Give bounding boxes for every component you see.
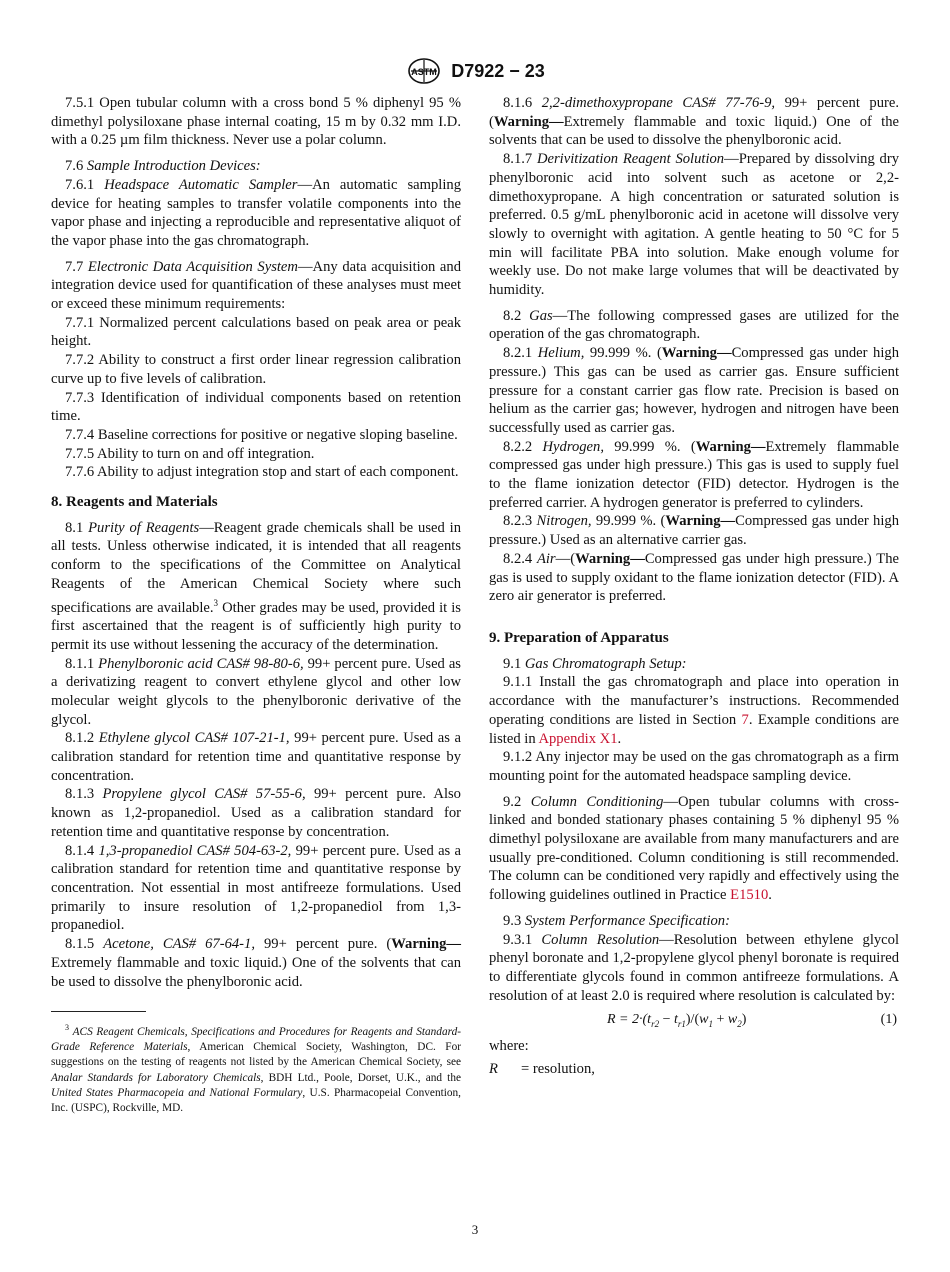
para-8-1-2: 8.1.2 Ethylene glycol CAS# 107-21-1, 99+ percent pure. Used as a calibration standard for retention time and quantitative response by concentration. bbox=[51, 730, 461, 784]
para-8-2-2: 8.2.2 Hydrogen, 99.999 %. (Warning—Extremely flammable compressed gas under high pressure.) This gas is used to supply fuel to the flame ionization detector (FID) detector. Hydrogen is the preferred carrier. A hydrogen generator is preferred to cylinders. bbox=[489, 438, 899, 511]
para-8-1-4: 8.1.4 1,3-propanediol CAS# 504-63-2, 99+ percent pure. Used as a calibration standard for retention time and quantitative response by concentration. Not essential in most antifreeze formulations. Used primarily to insure resolution of 1,2-propanediol from 1,3-propanediol. bbox=[51, 842, 461, 934]
para-8-1-3: 8.1.3 Propylene glycol CAS# 57-55-6, 99+ percent pure. Also known as 1,2-propanediol. Used as a calibration standard for retention time and quantitative response by concentration. bbox=[51, 786, 461, 840]
footnote-ref-3[interactable]: 3 bbox=[213, 597, 219, 608]
para-8-1: 8.1 Purity of Reagents—Reagent grade chemicals shall be used in all tests. Unless otherwise indicated, it is intended that all reagents conform to the specifications of the Committee on Analytical Reagents of the American Chemical Society where such specifications are available.$^3$ Other grades may be used, provided it is first ascertained that the reagent is of sufficiently high purity to permit its use without lessening the accuracy of the determination. bbox=[51, 519, 462, 653]
where-label: where: bbox=[489, 1038, 529, 1055]
footnote-divider bbox=[51, 1011, 146, 1012]
para-9-1-2: 9.1.2 Any injector may be used on the gas chromatograph as a firm mounting point for the automated headspace sampling device. bbox=[489, 749, 899, 784]
link-appendix-x1[interactable]: Appendix X1 bbox=[538, 730, 618, 747]
astm-logo-icon bbox=[405, 57, 443, 85]
para-7-7-5: 7.7.5 Ability to turn on and off integration. bbox=[65, 445, 315, 462]
equation-1 bbox=[489, 1009, 899, 1031]
para-8-1-6: 8.1.6 2,2-dimethoxypropane CAS# 77-76-9, 99+ percent pure. (Warning—Extremely flammable and toxic liquid.) One of the solvents that can be used to dissolve the phenylboronic acid. bbox=[489, 95, 899, 149]
para-8-1-1: 8.1.1 Phenylboronic acid CAS# 98-80-6, 99+ percent pure. Used as a derivatizing reagent to convert ethylene glycol and other low molecular weight glycols to the phenylboronic derivative of the glycol. bbox=[51, 655, 461, 728]
para-7-7-1: 7.7.1 Normalized percent calculations based on peak area or peak height. bbox=[51, 314, 461, 350]
link-section-7[interactable]: 7 bbox=[741, 711, 749, 728]
link-e1510[interactable]: E1510 bbox=[730, 887, 769, 904]
para-7-6-1: 7.6.1 Headspace Automatic Sampler—An automatic sampling device for heating samples to transfer volatile components into the vapor phase and injecting a reproducible and representative aliquot of the vapor phase into the gas chromatograph. bbox=[51, 176, 461, 249]
para-7-7: 7.7 Electronic Data Acquisition System—Any data acquisition and integration device used for quantification of these analyses must meet or exceed these minimum requirements: bbox=[51, 258, 461, 313]
para-7-5-1: 7.5.1 Open tubular column with a cross bond 5 % diphenyl 95 % dimethyl polysiloxane phase internal coating, 15 m by 0.32 mm I.D. with a 0.25 µm film thickness. Never use a polar column. bbox=[51, 95, 461, 149]
para-8-2: 8.2 Gas—The following compressed gases are utilized for the operation of the gas chromatograph. bbox=[489, 307, 899, 343]
para-7-7-2: 7.7.2 Ability to construct a first order linear regression calibration curve up to five levels of calibration. bbox=[51, 352, 461, 387]
para-8-2-1: 8.2.1 Helium, 99.999 %. (Warning—Compressed gas under high pressure.) This gas can be used as carrier gas. Ensure sufficient pressure for a constant carrier gas flow rate. Precision is based on helium as the carrier gas; however, hydrogen and nitrogen have been successfully used as carrier gas. bbox=[489, 345, 899, 436]
para-7-7-3: 7.7.3 Identification of individual components based on retention time. bbox=[51, 389, 461, 425]
para-9-1: 9.1 Gas Chromatograph Setup: bbox=[503, 655, 687, 672]
page-number: 3 bbox=[471, 1222, 479, 1237]
para-9-3-1: 9.3.1 Column Resolution—Resolution between ethylene glycol phenyl boronate and 1,2-propylene glycol phenyl boronate is required to differentiate glycols found in common antifreeze formulations. A resolution of at least 2.0 is required where resolution is calculated by: bbox=[489, 931, 900, 1004]
svg-text:ASTM: ASTM bbox=[411, 67, 437, 77]
document-designation: D7922 − 23 bbox=[451, 60, 545, 81]
para-8-2-4: 8.2.4 Air—(Warning—Compressed gas under high pressure.) The gas is used to supply oxidant to the flame ionization detector (FID). A zero air generator is preferred. bbox=[489, 550, 899, 605]
equation-number: (1) bbox=[880, 1012, 897, 1028]
para-8-2-3: 8.2.3 Nitrogen, 99.999 %. (Warning—Compressed gas under high pressure.) Used as an alternative carrier gas. bbox=[489, 513, 899, 549]
right-column bbox=[489, 94, 899, 1079]
para-7-7-6: 7.7.6 Ability to adjust integration stop and start of each component. bbox=[65, 464, 459, 481]
para-9-3: 9.3 System Performance Specification: bbox=[503, 912, 730, 929]
page-header bbox=[0, 57, 950, 85]
left-column bbox=[51, 94, 461, 1116]
para-8-1-7: 8.1.7 Derivitization Reagent Solution—Prepared by dissolving dry phenylboronic acid into solvent such as acetone or 2,2-dimethoxypropane. A high concentration or saturated solution is preferred. 0.5 g/mL phenylboronic acid in acetone will dissolve very slowly to overnight with agitation. A gentle heating to 50 °C for 5 min will facilitate PBA into solution. Make enough volume for weekly use. Do not make large volumes that will be deactivated by humidity. bbox=[489, 151, 899, 299]
para-9-1-1: 9.1.1 Install the gas chromatograph and place into operation in accordance with the manufacturer’s instructions. Recommended operating conditions are listed in Section 7. Example conditions are listed in Appendix X1. bbox=[489, 674, 899, 747]
definition-r: R = resolution, bbox=[489, 1061, 595, 1078]
para-7-6: 7.6 Sample Introduction Devices: bbox=[65, 158, 261, 175]
footnote-3: $^3$ ACS Reagent Chemicals, Specifications and Procedures for Reagents and Standard-Grade Reference Materials, American Chemical Society, Washington, DC. For suggestions on the testing of reagents not listed by the American Chemical Society, see Analar Standards for Laboratory Chemicals, BDH Ltd., Poole, Dorset, U.K., and the United States Pharmacopeia and National Formulary, U.S. Pharmacopeial Convention, Inc. (USPC), Rockville, MD. bbox=[51, 1023, 461, 1114]
resolution-formula: $R = 2\cdot(t_{r2} - t_{r1})/(w_1 + w_2)$ bbox=[607, 1012, 747, 1030]
para-7-7-4: 7.7.4 Baseline corrections for positive or negative sloping baseline. bbox=[65, 426, 458, 443]
section-8-heading: 8. Reagents and Materials bbox=[51, 494, 218, 511]
section-9-heading: 9. Preparation of Apparatus bbox=[489, 629, 669, 646]
para-9-2: 9.2 Column Conditioning—Open tubular columns with cross-linked and bonded stationary phases containing 5 % diphenyl 95 % dimethyl polysiloxane are available from many manufacturers and are usually pre-conditioned. Column conditioning is still recommended. The column can be conditioned very rapidly and effectively using the following guidelines outlined in Practice E1510. bbox=[489, 793, 900, 904]
para-8-1-5: 8.1.5 Acetone, CAS# 67-64-1, 99+ percent pure. (Warning—Extremely flammable and toxic liquid.) One of the solvents that can be used to dissolve the phenylboronic acid. bbox=[51, 936, 461, 990]
